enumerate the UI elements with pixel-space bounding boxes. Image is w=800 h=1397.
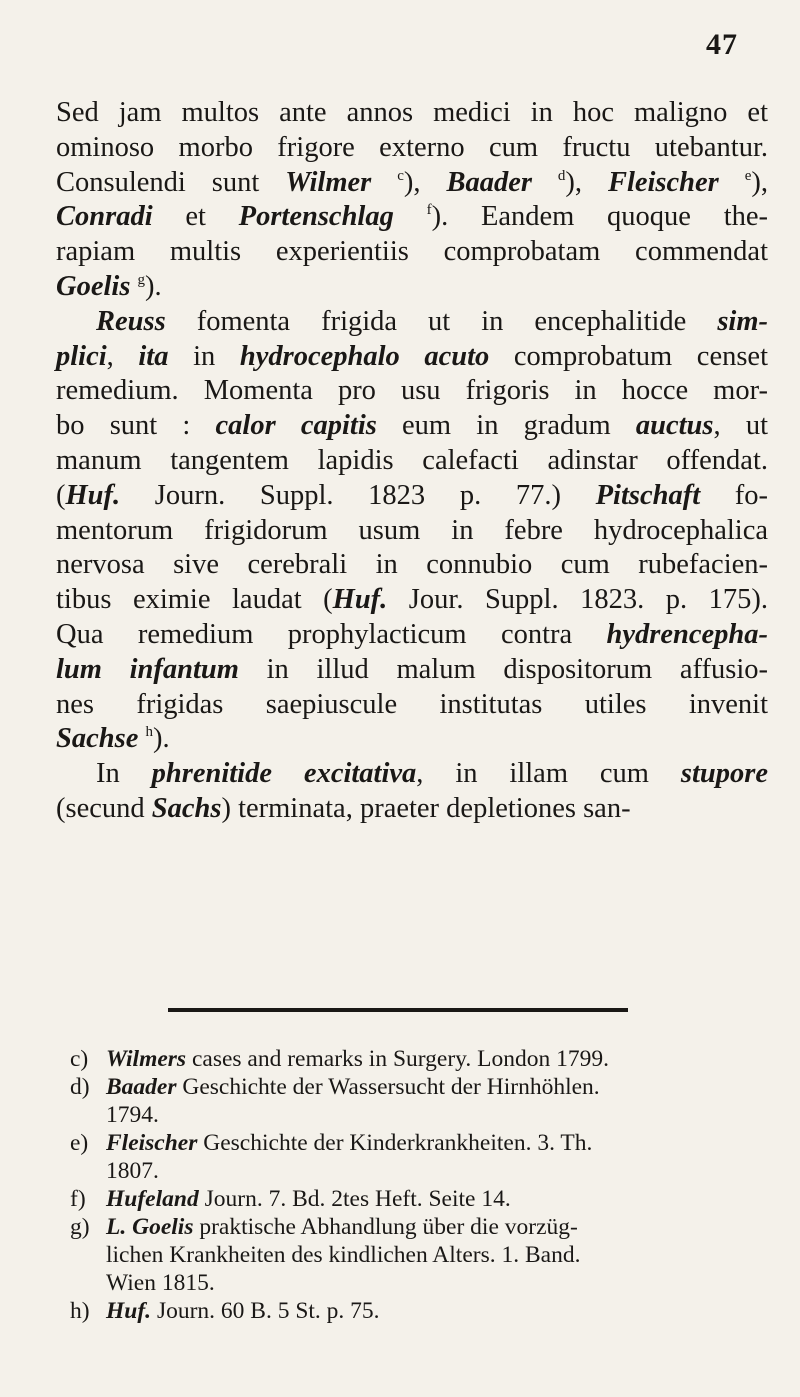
italic-name: Baader: [446, 166, 532, 198]
italic-name: auctus: [635, 410, 714, 442]
italic-name: Wilmers: [106, 1046, 187, 1072]
footnote-ref: d: [557, 167, 566, 184]
text-line: Sed jam multos ante annos medici in hoc maligno et: [56, 97, 768, 128]
footnote-line: Baader Geschichte der Wassersucht der Hirnhöhlen.: [106, 1074, 600, 1100]
italic-name: calor capitis: [215, 410, 377, 442]
italic-name: Hufeland: [106, 1186, 199, 1212]
footnote-mark: e): [70, 1130, 89, 1156]
footnote-ref: g: [137, 271, 146, 288]
italic-name: Reuss: [96, 305, 166, 337]
footnote-mark: f): [70, 1186, 86, 1212]
footnote-mark: d): [70, 1074, 90, 1100]
italic-name: sim-: [717, 305, 768, 337]
italic-name: Sachs: [151, 792, 222, 824]
text-line: nes frigidas saepiuscule institutas utiles invenit: [56, 688, 768, 720]
italic-name: ita: [138, 340, 169, 372]
footnote: [70, 1297, 770, 1325]
italic-name: Portenschlag: [238, 201, 394, 233]
paragraph: [56, 757, 768, 827]
paragraph: [56, 96, 768, 305]
footnote-mark: h): [70, 1298, 90, 1324]
footnote: [70, 1073, 770, 1129]
footnote-line: Fleischer Geschichte der Kinderkrankheiten. 3. Th.: [106, 1130, 593, 1156]
footnote-ref: c: [397, 167, 404, 184]
footnote-line: lichen Krankheiten des kindlichen Alters. 1. Band.: [106, 1242, 581, 1268]
text-line: mentorum frigidorum usum in febre hydrocephalica: [56, 514, 768, 546]
text-line: Consulendi sunt Wilmer $^c$), Baader $^d$), Fleischer $^e$),: [56, 166, 768, 198]
footnote: [70, 1129, 770, 1185]
italic-name: Wilmer: [285, 166, 372, 198]
italic-name: Fleischer: [106, 1130, 198, 1156]
main-text: [56, 96, 768, 827]
footnote-mark: g): [70, 1214, 90, 1240]
text-line: remedium. Momenta pro usu frigoris in hocce mor-: [56, 375, 768, 407]
italic-name: plici: [56, 340, 107, 372]
footnote-divider: [168, 1008, 628, 1012]
italic-name: Goelis: [56, 270, 131, 302]
text-line: nervosa sive cerebrali in connubio cum rubefacien-: [56, 549, 768, 581]
text-line: Conradi et Portenschlag $^f$). Eandem quoque the-: [56, 201, 768, 233]
italic-name: stupore: [680, 758, 768, 790]
text-line: Reuss fomenta frigida ut in encephalitide sim-: [96, 305, 768, 337]
footnote: [70, 1045, 770, 1073]
footnote-mark: c): [70, 1046, 89, 1072]
italic-name: Pitschaft: [595, 479, 701, 511]
italic-name: Fleischer: [607, 166, 719, 198]
footnote-line: Wien 1815.: [106, 1270, 215, 1296]
italic-name: hydrencepha-: [606, 618, 768, 650]
footnote-line: L. Goelis praktische Abhandlung über die vorzüg-: [106, 1214, 578, 1240]
footnote-ref: f: [426, 202, 432, 219]
footnote-ref: e: [744, 167, 752, 184]
text-line: ominoso morbo frigore externo cum fructu utebantur.: [56, 131, 768, 163]
italic-name: phrenitide excitativa: [151, 758, 417, 790]
italic-name: Conradi: [56, 201, 153, 233]
text-line: (Huf. Journ. Suppl. 1823 p. 77.) Pitschaft fo-: [56, 479, 769, 511]
italic-name: Huf.: [332, 584, 388, 616]
footnote-line: 1807.: [106, 1158, 159, 1184]
italic-name: Baader: [106, 1074, 177, 1100]
text-line: In phrenitide excitativa, in illam cum stupore: [96, 758, 768, 790]
italic-name: hydrocephalo acuto: [239, 340, 490, 372]
footnote-line: 1794.: [106, 1102, 159, 1128]
text-line: rapiam multis experientiis comprobatam commendat: [56, 236, 768, 268]
text-line: bo sunt : calor capitis eum in gradum auctus, ut: [56, 410, 768, 442]
text-line: Qua remedium prophylacticum contra hydrencepha-: [56, 618, 768, 650]
text-line: lum infantum in illud malum dispositorum affusio-: [56, 653, 768, 685]
paragraph: [56, 305, 768, 757]
footnote: [70, 1213, 770, 1297]
text-line: manum tangentem lapidis calefacti adinstar offendat.: [56, 444, 768, 476]
footnote-ref: h: [145, 724, 153, 741]
text-line: tibus eximie laudat (Huf. Jour. Suppl. 1823. p. 175).: [56, 584, 768, 616]
footnotes: [70, 1045, 770, 1325]
italic-name: Huf.: [65, 479, 121, 511]
text-line: Sachse $^h$).: [56, 723, 170, 755]
page-number: 47: [706, 28, 738, 61]
italic-name: Huf.: [106, 1298, 152, 1324]
footnote-line: Wilmers cases and remarks in Surgery. London 1799.: [106, 1046, 610, 1072]
italic-name: L. Goelis: [106, 1214, 194, 1240]
italic-name: Sachse: [56, 723, 139, 755]
text-line: (secund Sachs) terminata, praeter depletiones san-: [56, 792, 631, 824]
text-line: plici, ita in hydrocephalo acuto comprobatum censet: [56, 340, 769, 372]
text-line: Goelis $^g$).: [56, 270, 162, 302]
footnote-line: Hufeland Journ. 7. Bd. 2tes Heft. Seite 14.: [106, 1186, 511, 1212]
footnote: [70, 1185, 770, 1213]
italic-name: lum infantum: [56, 653, 239, 685]
footnote-line: Huf. Journ. 60 B. 5 St. p. 75.: [106, 1298, 380, 1324]
